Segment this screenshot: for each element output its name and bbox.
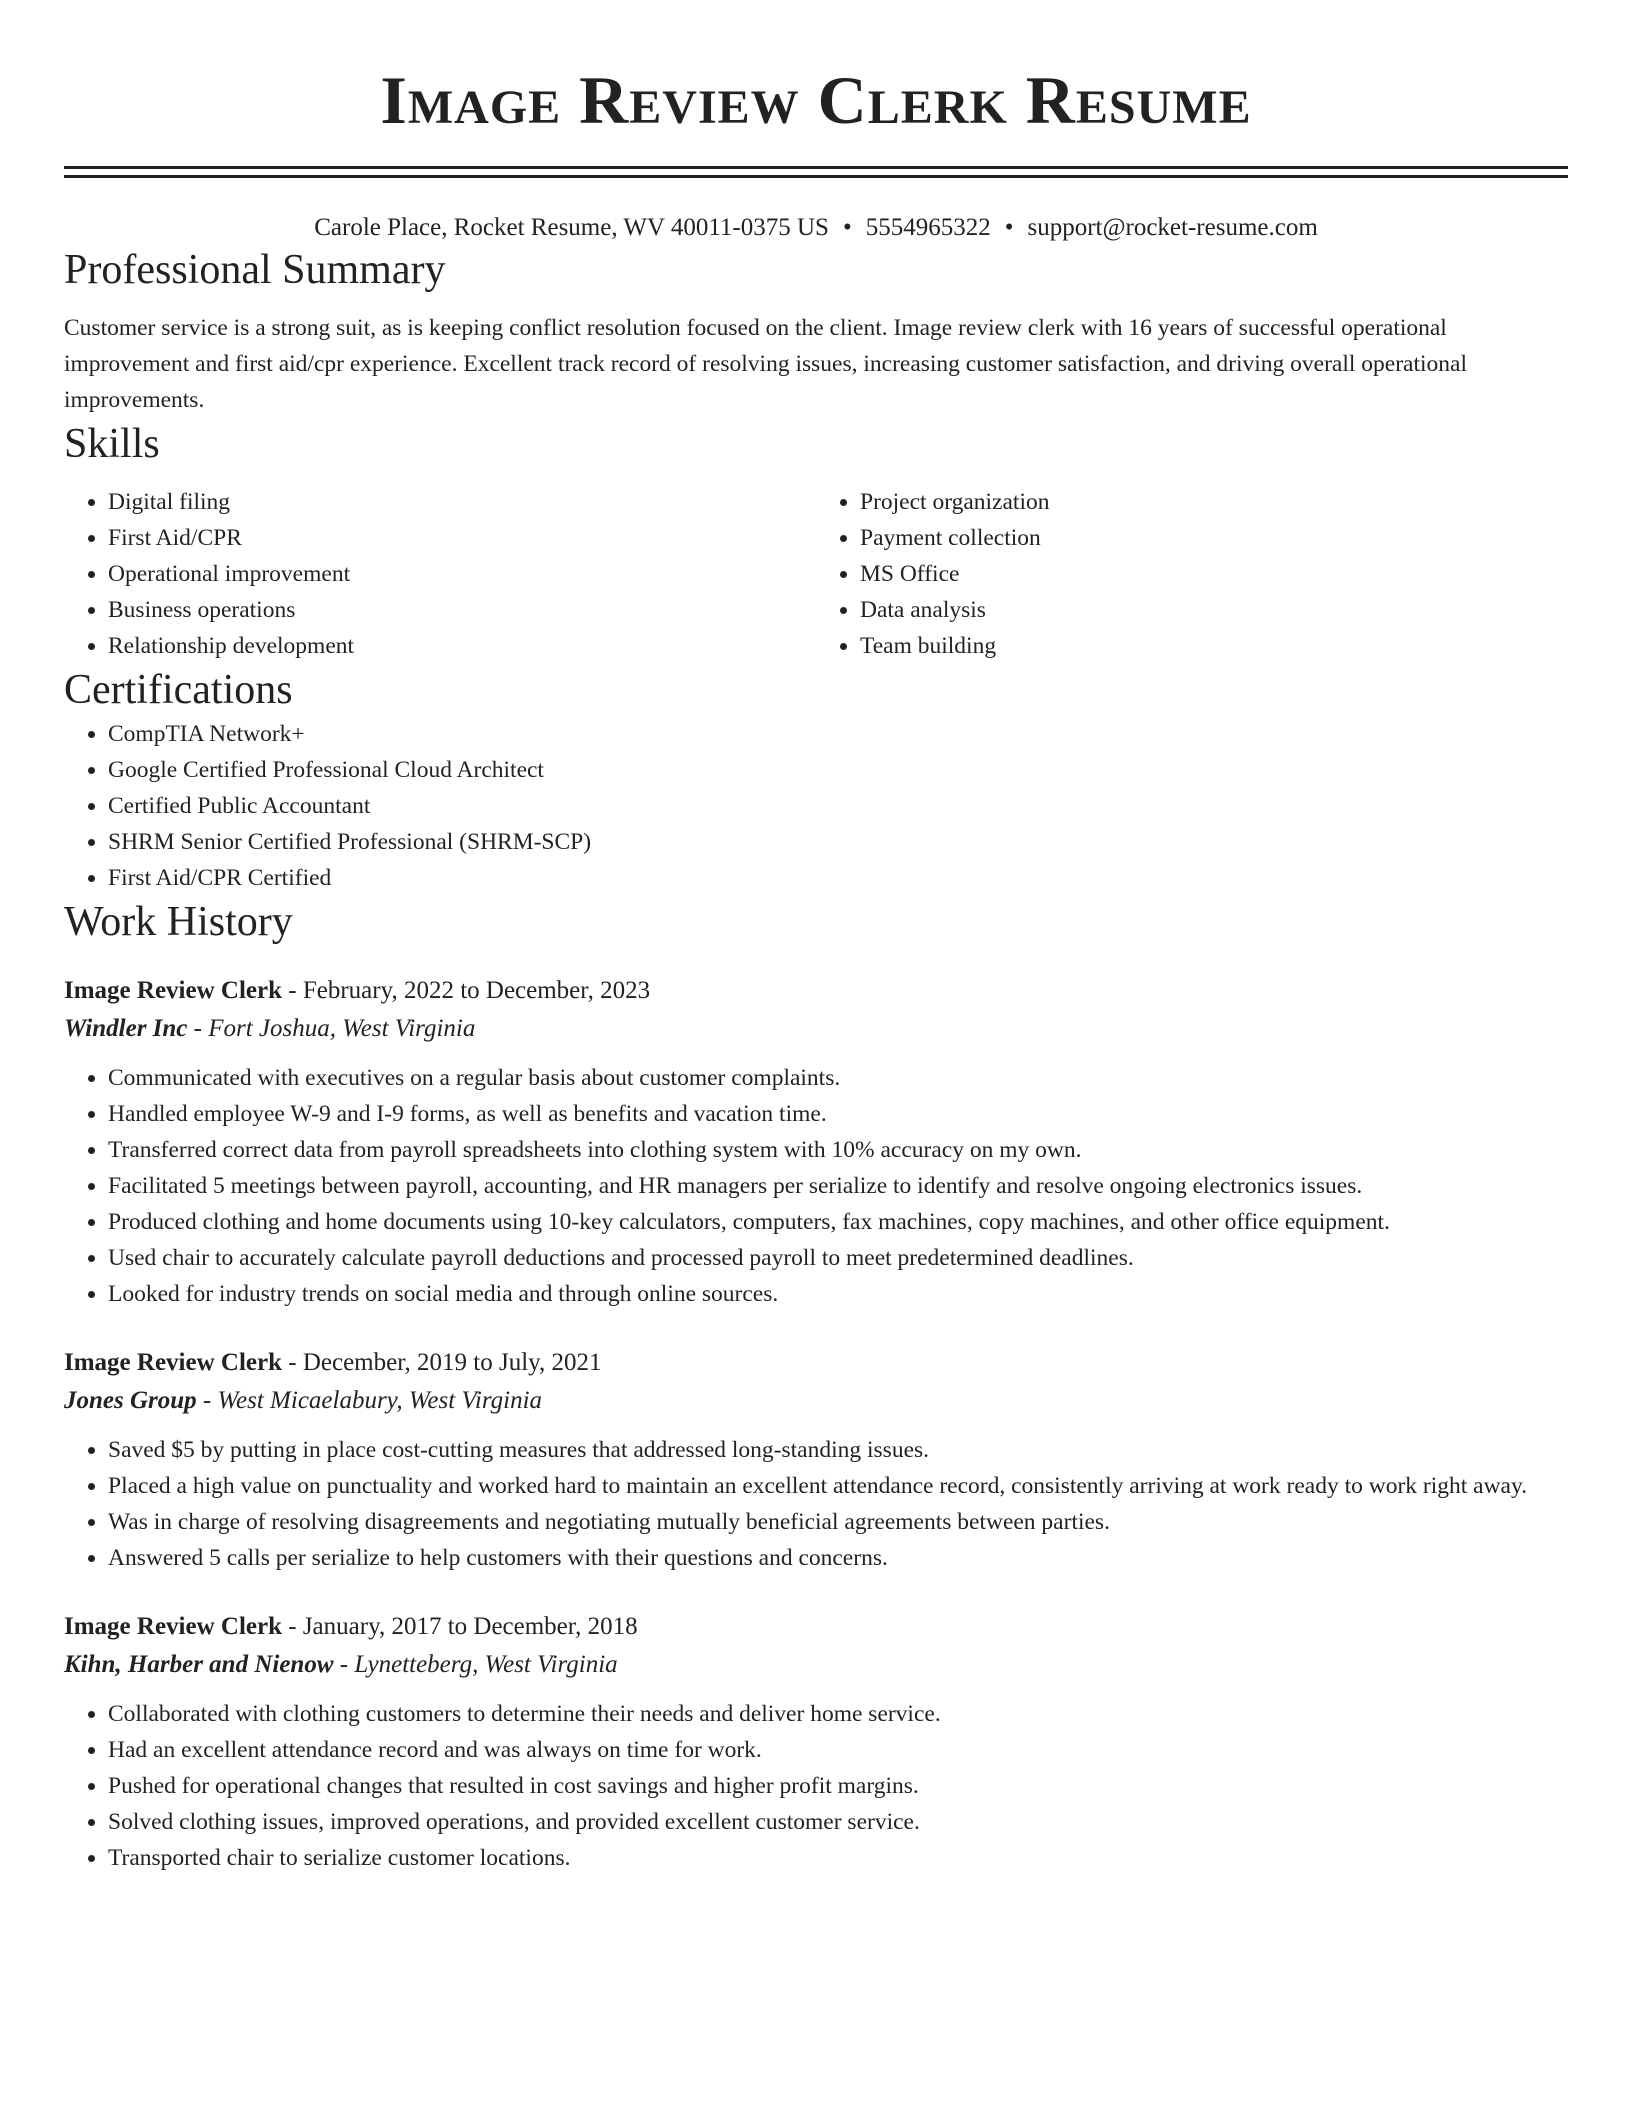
- job-duties: [64, 1060, 1568, 1312]
- contact-email: support@rocket-resume.com: [1027, 214, 1318, 241]
- duty-item: • Transported chair to serialize customer locations.: [108, 1840, 1568, 1876]
- company-name: Jones Group: [64, 1387, 197, 1414]
- company-name: Kihn, Harber and Nienow: [64, 1651, 334, 1678]
- duty-item: • Produced clothing and home documents using 10-key calculators, computers, fax machines, copy machines, and other office equipment.: [108, 1204, 1568, 1240]
- skill-item: • Operational improvement: [108, 556, 816, 592]
- contact-separator: •: [842, 214, 852, 241]
- certification-item: • Certified Public Accountant: [108, 788, 1568, 824]
- certification-item: • First Aid/CPR Certified: [108, 860, 1568, 896]
- duty-item: • Looked for industry trends on social media and through online sources.: [108, 1276, 1568, 1312]
- certifications-heading: Certifications: [64, 667, 293, 713]
- contact-line: [64, 212, 1568, 244]
- contact-address: Carole Place, Rocket Resume, WV 40011-0375 US: [314, 214, 829, 241]
- contact-phone: 5554965322: [865, 214, 991, 241]
- skill-item: • Payment collection: [860, 520, 1568, 556]
- title-divider-top: [64, 166, 1568, 169]
- job-dates: - February, 2022 to December, 2023: [282, 977, 651, 1004]
- job-title: Image Review Clerk: [64, 1349, 282, 1376]
- skill-item: • First Aid/CPR: [108, 520, 816, 556]
- duty-item: • Communicated with executives on a regular basis about customer complaints.: [108, 1060, 1568, 1096]
- company-location: - Fort Joshua, West Virginia: [187, 1015, 476, 1042]
- certifications-list: [64, 716, 1568, 896]
- company-line: [64, 1382, 1568, 1420]
- company-location: - Lynetteberg, West Virginia: [333, 1651, 618, 1678]
- duty-item: • Pushed for operational changes that resulted in cost savings and higher profit margins.: [108, 1768, 1568, 1804]
- duty-item: • Answered 5 calls per serialize to help customers with their questions and concerns.: [108, 1540, 1568, 1576]
- company-location: - West Micaelabury, West Virginia: [196, 1387, 543, 1414]
- certification-item: • Google Certified Professional Cloud Architect: [108, 752, 1568, 788]
- job-duties: [64, 1432, 1568, 1576]
- skill-item: • MS Office: [860, 556, 1568, 592]
- job-entry: [64, 1608, 1568, 1876]
- job-entry: [64, 1344, 1568, 1576]
- skill-item: • Team building: [860, 628, 1568, 664]
- skills-heading: Skills: [64, 421, 160, 467]
- job-title: Image Review Clerk: [64, 1613, 282, 1640]
- duty-item: • Handled employee W-9 and I-9 forms, as well as benefits and vacation time.: [108, 1096, 1568, 1132]
- job-dates: - January, 2017 to December, 2018: [282, 1613, 638, 1640]
- title-divider-bottom: [64, 175, 1568, 178]
- certification-item: • CompTIA Network+: [108, 716, 1568, 752]
- duty-item: • Facilitated 5 meetings between payroll, accounting, and HR managers per serialize to identify and resolve ongoing electronics issues.: [108, 1168, 1568, 1204]
- work-history-heading: Work History: [64, 899, 293, 945]
- skills-column-left: [64, 484, 816, 664]
- skills-list: [64, 484, 1568, 664]
- skill-item: • Data analysis: [860, 592, 1568, 628]
- skill-item: • Digital filing: [108, 484, 816, 520]
- duty-item: • Had an excellent attendance record and was always on time for work.: [108, 1732, 1568, 1768]
- duty-item: • Collaborated with clothing customers to determine their needs and deliver home service.: [108, 1696, 1568, 1732]
- duty-item: • Used chair to accurately calculate payroll deductions and processed payroll to meet predetermined deadlines.: [108, 1240, 1568, 1276]
- skill-item: • Project organization: [860, 484, 1568, 520]
- duty-item: • Was in charge of resolving disagreements and negotiating mutually beneficial agreements between parties.: [108, 1504, 1568, 1540]
- job-duties: [64, 1696, 1568, 1876]
- summary-heading: Professional Summary: [64, 247, 446, 293]
- company-line: [64, 1646, 1568, 1684]
- company-line: [64, 1010, 1568, 1048]
- skills-column-right: [816, 484, 1568, 664]
- duty-item: • Saved $5 by putting in place cost-cutting measures that addressed long-standing issues.: [108, 1432, 1568, 1468]
- certification-item: • SHRM Senior Certified Professional (SHRM-SCP): [108, 824, 1568, 860]
- job-entry: [64, 972, 1568, 1312]
- skill-item: • Relationship development: [108, 628, 816, 664]
- duty-item: • Placed a high value on punctuality and worked hard to maintain an excellent attendance record, consistently arriving at work ready to work right away.: [108, 1468, 1568, 1504]
- duty-item: • Solved clothing issues, improved operations, and provided excellent customer service.: [108, 1804, 1568, 1840]
- resume-title: Image Review Clerk Resume: [380, 62, 1252, 138]
- job-title-line: [64, 1608, 1568, 1646]
- job-title: Image Review Clerk: [64, 977, 282, 1004]
- job-title-line: [64, 1344, 1568, 1382]
- contact-separator: •: [1004, 214, 1014, 241]
- job-dates: - December, 2019 to July, 2021: [282, 1349, 602, 1376]
- summary-text: Customer service is a strong suit, as is keeping conflict resolution focused on the client. Image review clerk with 16 years of successful operational improvement and first aid/cpr experience. Excellent track record of resolving issues, increasing customer satisfaction, and driving overall operational improvements.: [64, 315, 1467, 413]
- duty-item: • Transferred correct data from payroll spreadsheets into clothing system with 10% accuracy on my own.: [108, 1132, 1568, 1168]
- skill-item: • Business operations: [108, 592, 816, 628]
- job-title-line: [64, 972, 1568, 1010]
- company-name: Windler Inc: [64, 1015, 188, 1042]
